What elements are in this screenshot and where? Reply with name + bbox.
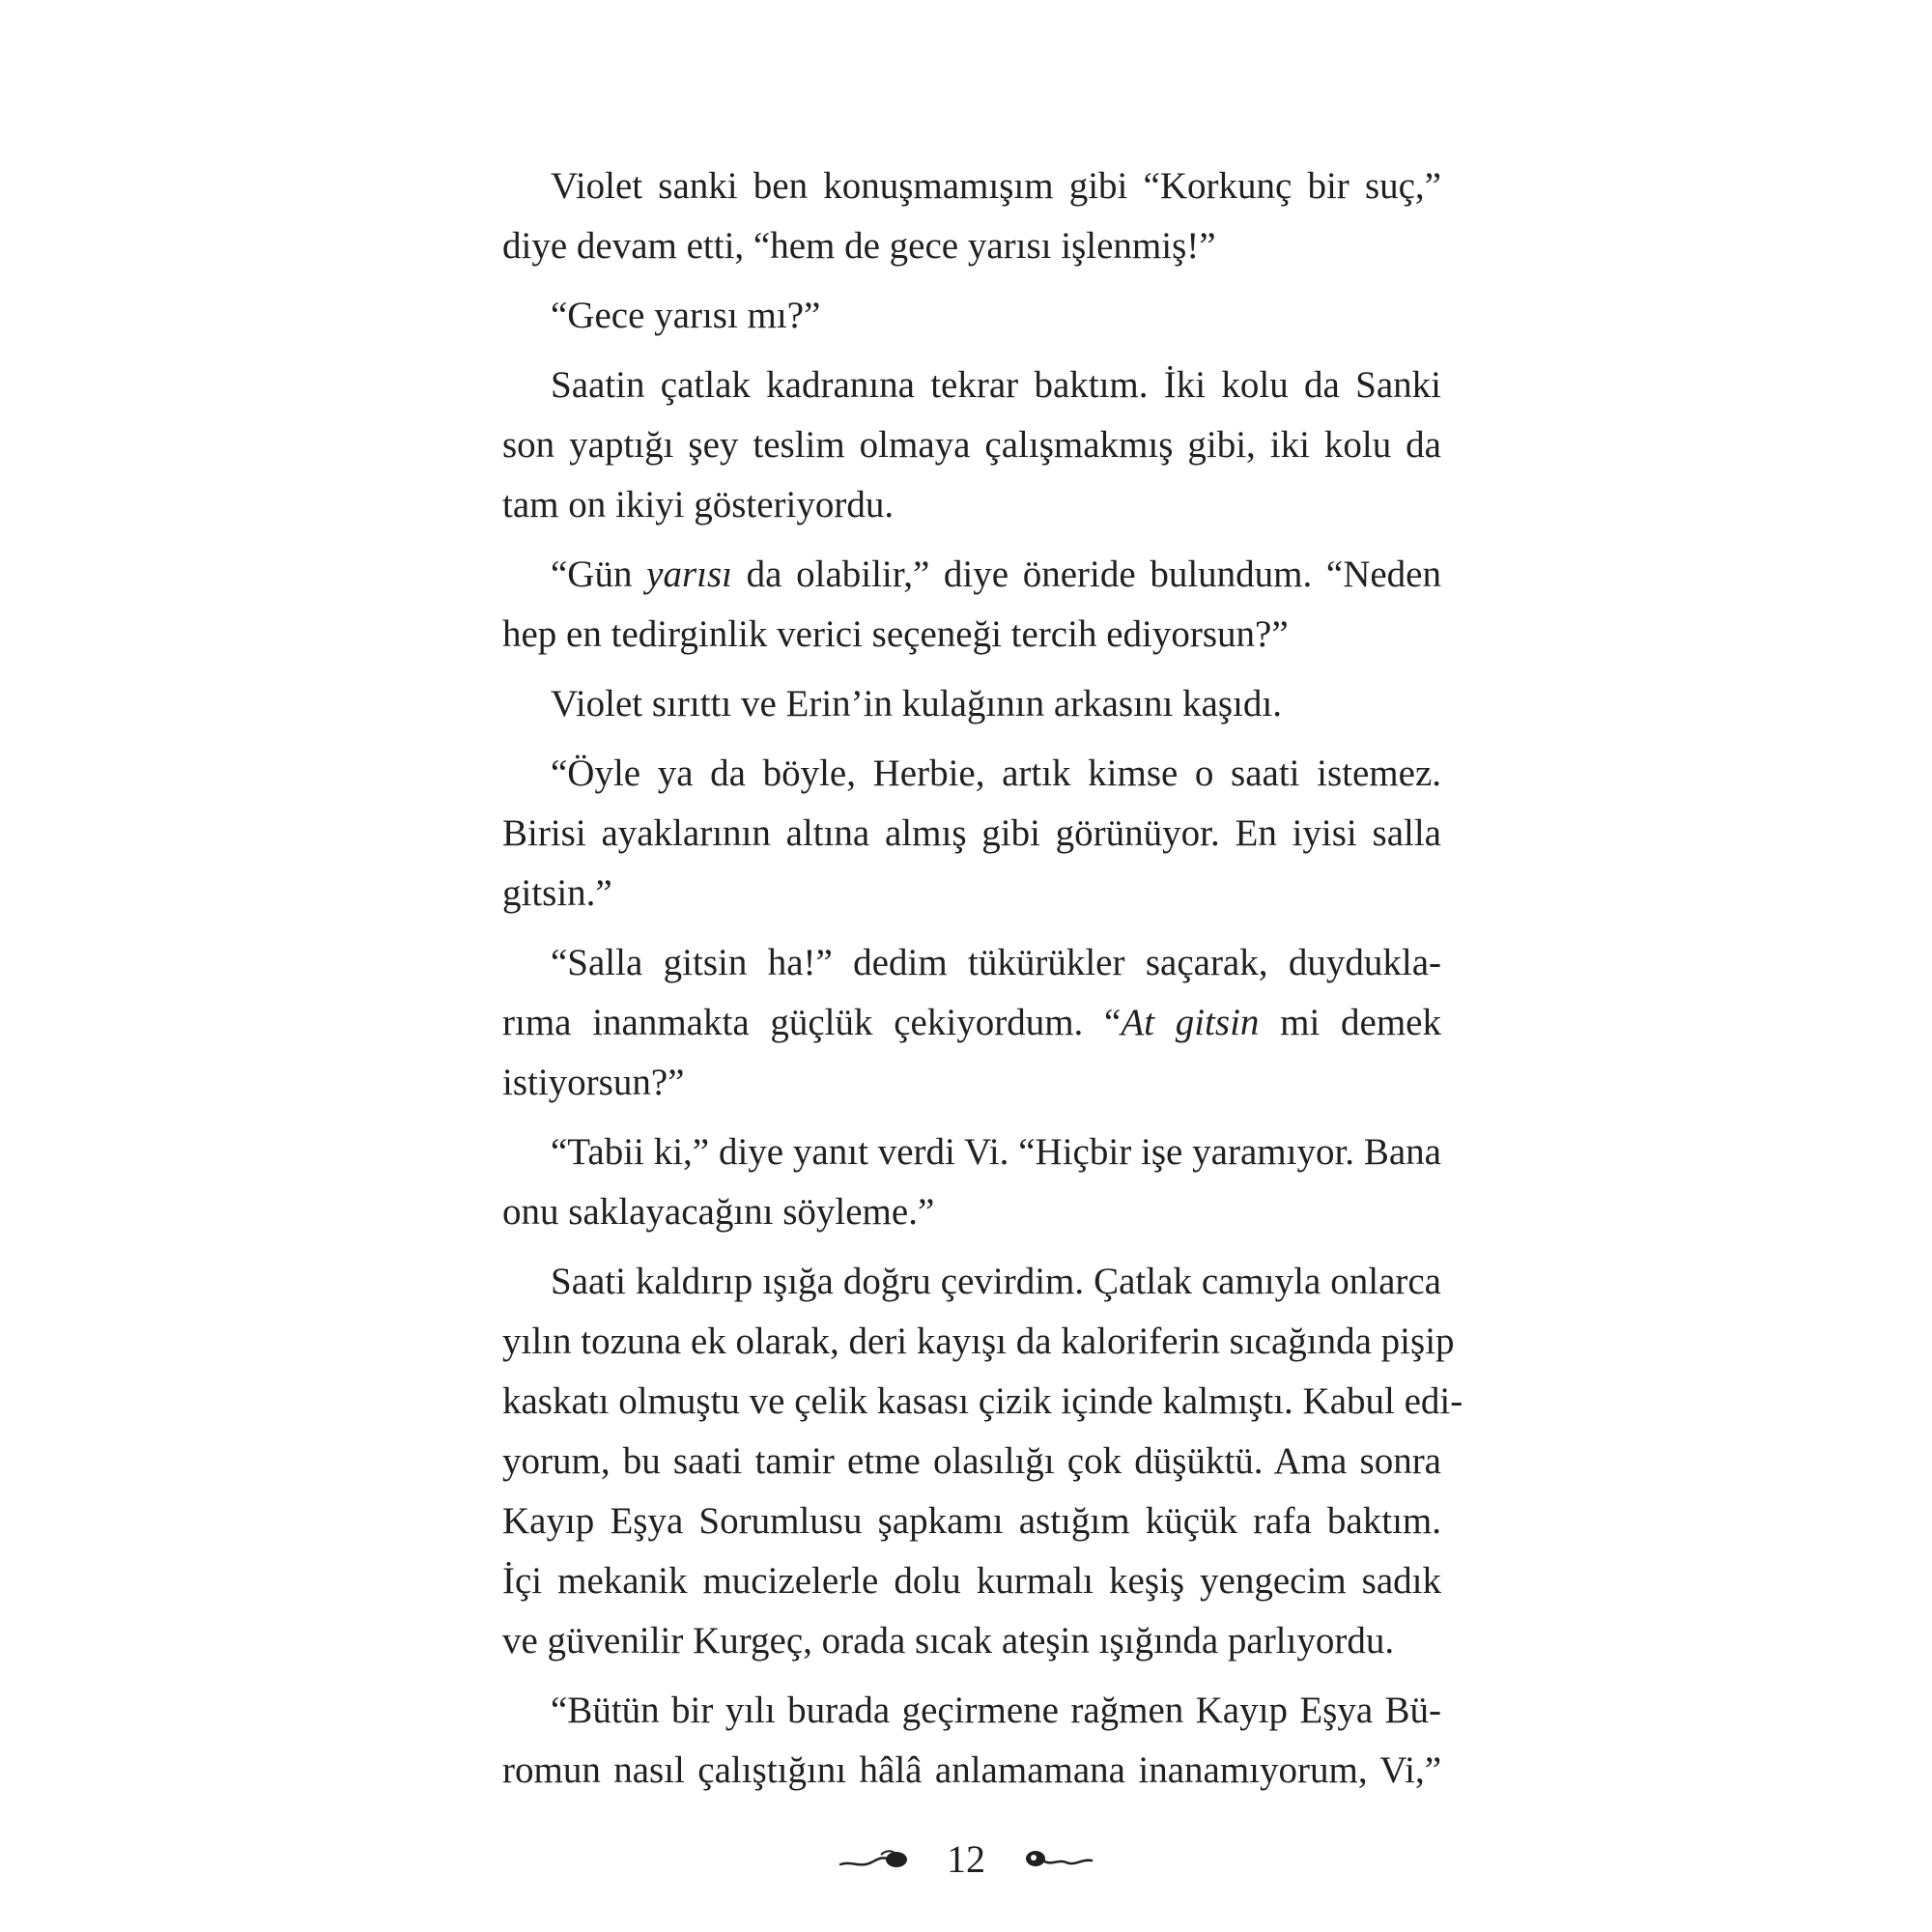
text-line: yorum, bu saati tamir etme olasılığı çok düşüktü. Ama sonra bbox=[502, 1440, 1441, 1482]
text-line: kaskatı olmuştu ve çelik kasası çizik içinde kalmıştı. Kabul edi- bbox=[502, 1380, 1463, 1422]
text-span: “Gün bbox=[551, 554, 647, 595]
text-line: tam on ikiyi gösteriyordu. bbox=[502, 484, 895, 526]
italic-emphasis: yarısı bbox=[646, 554, 732, 595]
text-line bbox=[502, 545, 1441, 605]
text-span: da olabilir,” diye öneride bulundum. “Neden bbox=[731, 554, 1441, 595]
text-line: onu saklayacağını söyleme.” bbox=[502, 1191, 935, 1233]
text-span: rıma inanmakta güçlük çekiyordum. “ bbox=[502, 1002, 1122, 1043]
text-line: romun nasıl çalıştığını hâlâ anlamamana inanamıyorum, Vi,” bbox=[502, 1749, 1441, 1791]
paragraph-8 bbox=[502, 1122, 1441, 1242]
italic-emphasis: At gitsin bbox=[1121, 1002, 1260, 1043]
text-line: “Bütün bir yılı burada geçirmene rağmen Kayıp Eşya Bü- bbox=[551, 1690, 1441, 1731]
paragraph-5 bbox=[502, 674, 1441, 734]
paragraph-10 bbox=[502, 1681, 1441, 1801]
swirl-ornament-right-icon bbox=[1024, 1847, 1094, 1872]
text-line: diye devam etti, “hem de gece yarısı işlenmiş!” bbox=[502, 225, 1216, 267]
text-line: Kayıp Eşya Sorumlusu şapkamı astığım küçük rafa baktım. bbox=[502, 1500, 1441, 1542]
paragraph-7 bbox=[502, 933, 1441, 1113]
page-footer bbox=[0, 1831, 1932, 1889]
text-line: İçi mekanik mucizelerle dolu kurmalı keşiş yengecim sadık bbox=[502, 1560, 1441, 1602]
text-line: gitsin.” bbox=[502, 872, 612, 914]
paragraph-1 bbox=[502, 156, 1441, 276]
text-line: son yaptığı şey teslim olmaya çalışmakmış gibi, iki kolu da bbox=[502, 424, 1441, 466]
text-line: istiyorsun?” bbox=[502, 1062, 685, 1103]
paragraph-9 bbox=[502, 1252, 1463, 1671]
text-line: “Salla gitsin ha!” dedim tükürükler saçarak, duydukla- bbox=[551, 942, 1441, 983]
text-line: “Gece yarısı mı?” bbox=[551, 295, 821, 336]
text-line: “Tabii ki,” diye yanıt verdi Vi. “Hiçbir işe yaramıyor. Bana bbox=[551, 1131, 1441, 1173]
paragraph-4 bbox=[502, 545, 1441, 665]
text-line bbox=[502, 993, 1441, 1053]
text-line: Saatin çatlak kadranına tekrar baktım. İki kolu da Sanki bbox=[551, 364, 1441, 406]
body-text bbox=[502, 156, 1463, 1810]
text-span: mi demek bbox=[1259, 1002, 1441, 1043]
paragraph-3 bbox=[502, 355, 1441, 535]
text-line: Violet sırıttı ve Erin’in kulağının arkasını kaşıdı. bbox=[551, 683, 1282, 724]
paragraph-6 bbox=[502, 744, 1441, 923]
swirl-ornament-left-icon bbox=[838, 1847, 908, 1872]
text-line: ve güvenilir Kurgeç, orada sıcak ateşin ışığında parlıyordu. bbox=[502, 1620, 1395, 1662]
text-line: Birisi ayaklarının altına almış gibi görünüyor. En iyisi salla bbox=[502, 812, 1441, 854]
text-line: “Öyle ya da böyle, Herbie, artık kimse o saati istemez. bbox=[551, 753, 1441, 794]
text-line: hep en tedirginlik verici seçeneği tercih ediyorsun?” bbox=[502, 613, 1289, 655]
text-line: yılın tozuna ek olarak, deri kayışı da kaloriferin sıcağında pişip bbox=[502, 1321, 1455, 1362]
paragraph-2 bbox=[502, 286, 1441, 346]
text-line: Violet sanki ben konuşmamışım gibi “Korkunç bir suç,” bbox=[551, 165, 1441, 207]
text-line: Saati kaldırıp ışığa doğru çevirdim. Çatlak camıyla onlarca bbox=[551, 1261, 1441, 1302]
page-number: 12 bbox=[947, 1837, 985, 1881]
